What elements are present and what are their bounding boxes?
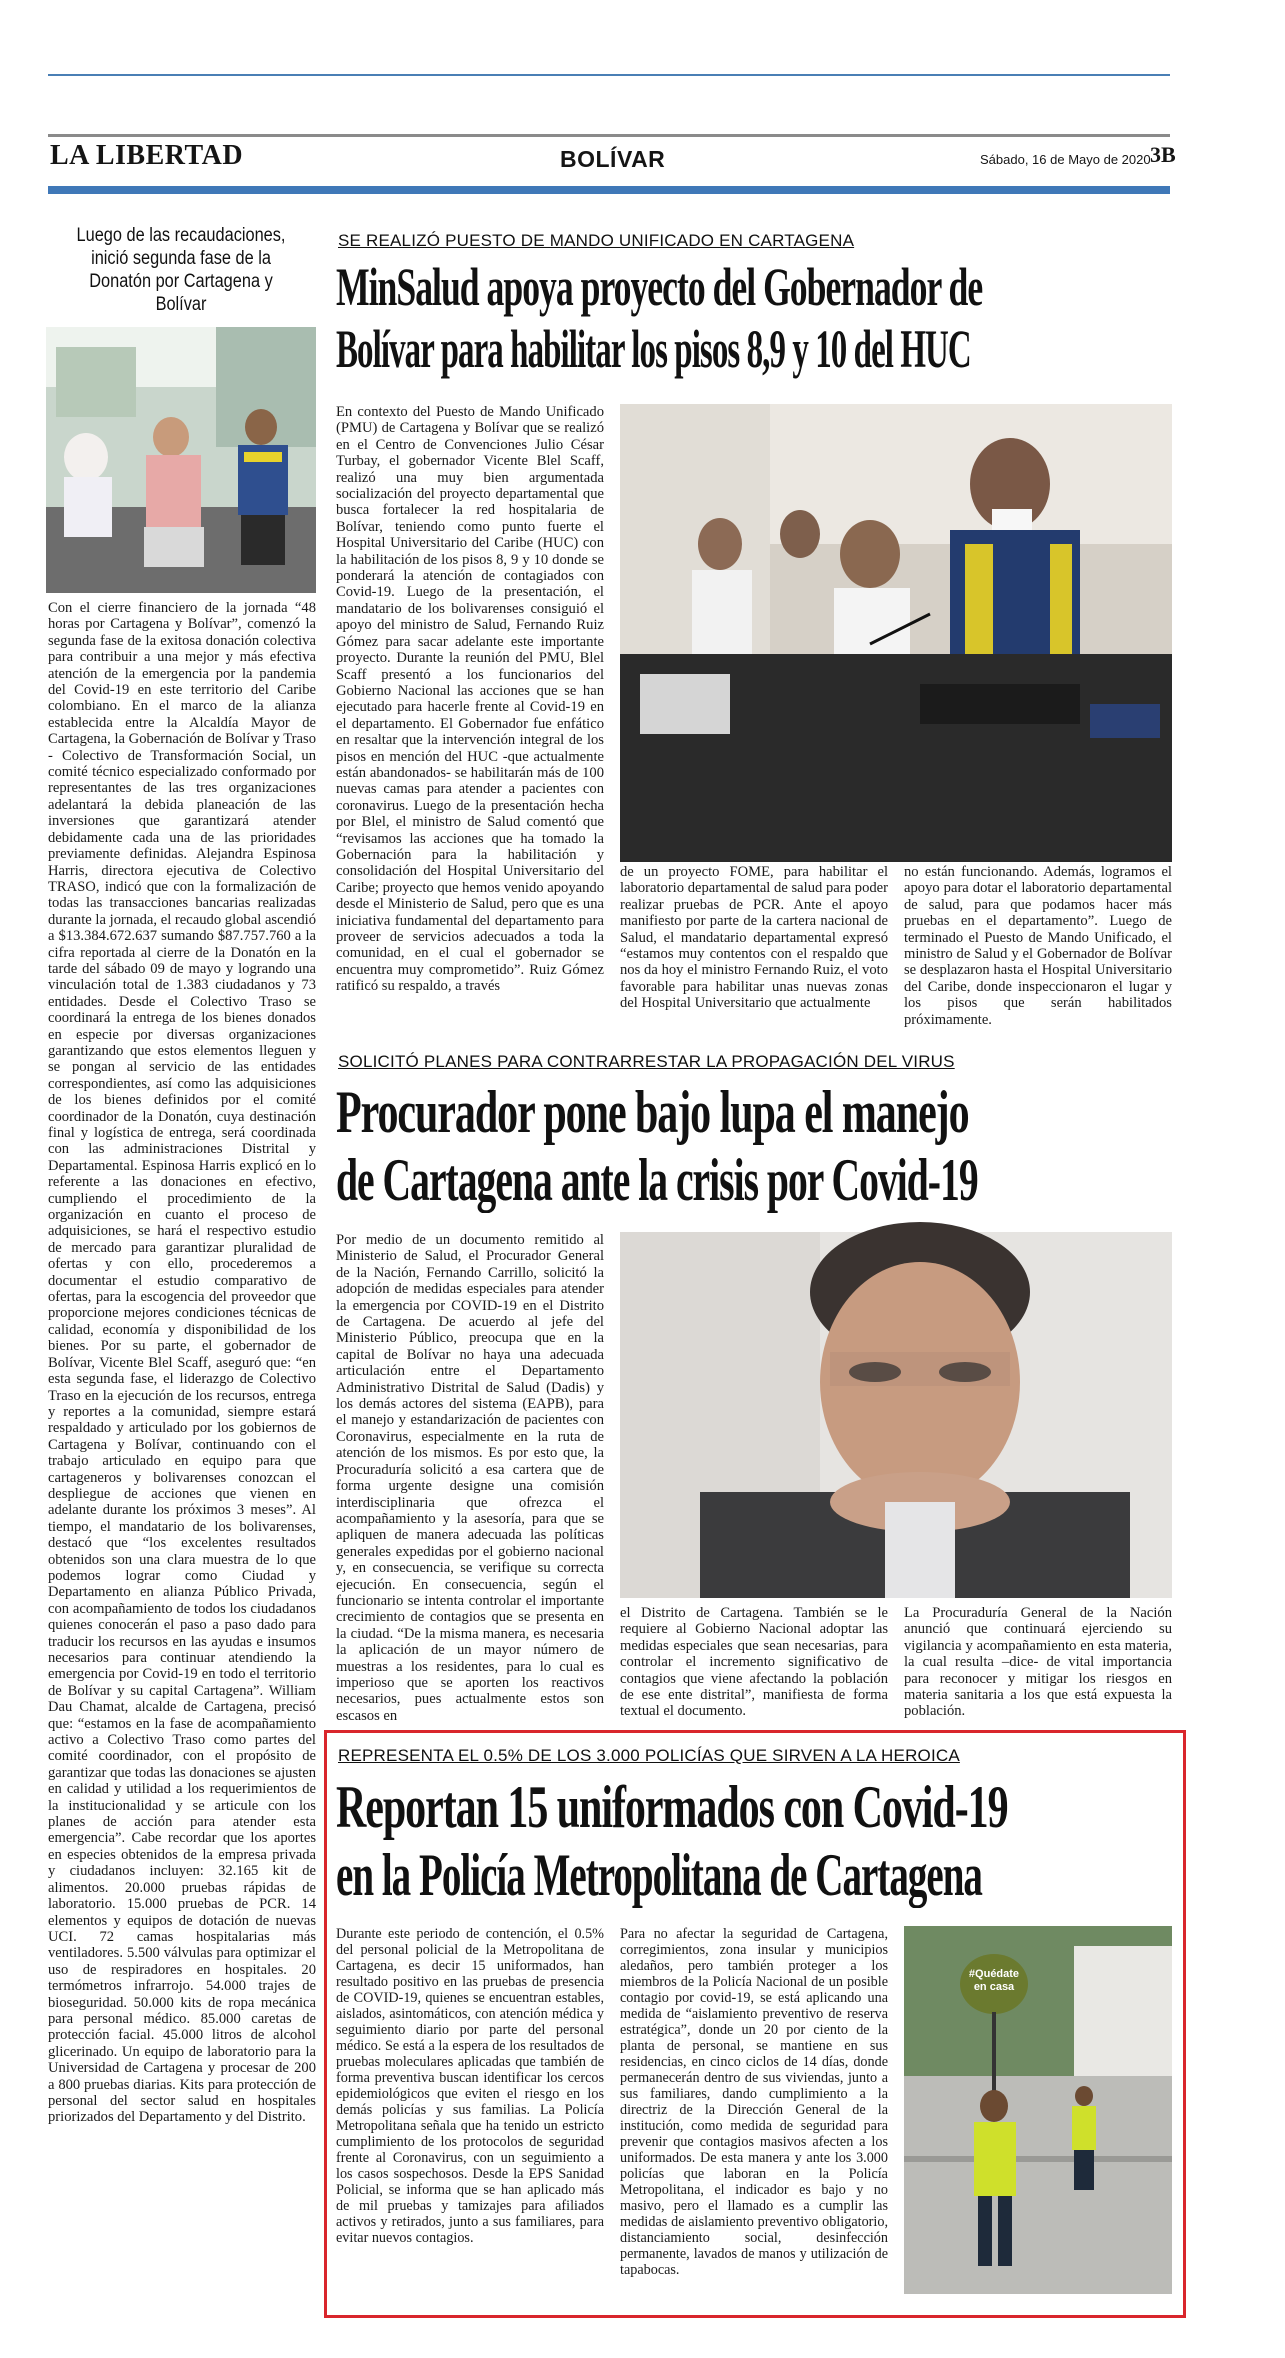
- section-title: BOLÍVAR: [560, 146, 666, 172]
- article3-headline-line1: Reportan 15 uniformados con Covid-19: [336, 1774, 1008, 1840]
- page-number: 3B: [1150, 142, 1176, 167]
- issue-date: Sábado, 16 de Mayo de 2020: [980, 152, 1151, 167]
- article1-col2: de un proyecto FOME, para habilitar el laboratorio departamental de salud para poder realizar pruebas de PCR. Ante el apoyo manifiesto por parte de la cartera nacional de Salud, el mandatario departamental expresó “estamos muy contentos con el respaldo que nos da hoy el ministro Fernando Ruiz, el voto favorable para habilitar unas nuevas zonas del Hospital Universitario que actualmente: [620, 864, 888, 1012]
- procurador-portrait-photo: [620, 1232, 1172, 1598]
- sidebar-headline-text: Luego de las recaudaciones, inició segunda fase de la Donatón por Cartagena y Bolívar: [76, 225, 286, 315]
- masthead: LA LIBERTAD: [50, 140, 244, 171]
- article1-kicker: SE REALIZÓ PUESTO DE MANDO UNIFICADO EN CARTAGENA: [338, 231, 855, 250]
- article3-col1: Durante este periodo de contención, el 0.5% del personal policial de la Metropolitana de Cartagena, es decir 15 uniformados, han resultado positivo en las pruebas de presencia de COVID-19, quienes se encuentran estables, aislados, asintomáticos, con atención médica y seguimiento diario por parte del personal médico. Se está a la espera de los resultados de pruebas moleculares aplicadas que también de forma preventiva buscan identificar los cercos epidemiológicos que eviten el riesgo en los demás policías y sus familias. La Policía Metropolitana señala que ha tenido un estricto cumplimiento de los protocolos de seguridad frente al Coronavirus, con un seguimiento a los casos sospechosos. Desde la EPS Sanidad Policial, se informa que se han aplicado más de mil pruebas y tamizajes para afiliados activos y retirados, junto a sus familiares, para evitar nuevos contagios.: [336, 1926, 604, 2246]
- article2-headline-line2: de Cartagena ante la crisis por Covid-19: [336, 1147, 978, 1213]
- article2-col2: el Distrito de Cartagena. También se le requiere al Gobierno Nacional adoptar las medidas especiales que sean necesarias, para controlar el incremento significativo de contagios que viene afectando la población de ese ente distrital”, manifiesta de forma textual el documento.: [620, 1605, 888, 1720]
- article1-col3: no están funcionando. Además, logramos el apoyo para dotar el laboratorio departamental de salud, para que podamos hacer más pruebas en el departamento”. Luego de terminado el Puesto de Mando Unificado, el ministro de Salud y el Gobernador de Bolívar se desplazaron hasta el Hospital Universitario del Caribe, donde inspeccionaron el lugar y los pisos que serán habilitados próximamente.: [904, 864, 1172, 1028]
- sidebar-headline: [67, 224, 296, 316]
- article2-kicker: SOLICITÓ PLANES PARA CONTRARRESTAR LA PROPAGACIÓN DEL VIRUS: [338, 1052, 955, 1071]
- quedate-en-casa-sign: #Quédate en casa: [968, 1968, 1020, 1993]
- header-blue-band: [48, 186, 1170, 194]
- article1-headline-line2: Bolívar para habilitar los pisos 8,9 y 10 del HUC: [336, 319, 971, 379]
- police-patrol-photo: [904, 1926, 1172, 2294]
- header-top-rule: [48, 134, 1170, 137]
- article3-kicker: REPRESENTA EL 0.5% DE LOS 3.000 POLICÍAS QUE SIRVEN A LA HEROICA: [338, 1746, 960, 1765]
- donaton-photo: [46, 327, 316, 593]
- sidebar-body: Con el cierre financiero de la jornada “48 horas por Cartagena y Bolívar”, comenzó la segunda fase de la exitosa donación colectiva para contribuir a una mejor y más efectiva atención de la emergencia por la pandemia del Covid-19 en este territorio del Caribe colombiano. En el marco de la alianza establecida entre la Alcaldía Mayor de Cartagena, la Gobernación de Bolívar y Traso - Colectivo de Transformación Social, un comité técnico especializado conformado por representantes de las tres organizaciones adelantará la debida planeación de las inversiones que garantizará atender debidamente cada una de las prioridades previamente definidas. Alejandra Espinosa Harris, directora ejecutiva de Colectivo TRASO, indicó que con la formalización de todas las transacciones bancarias realizadas durante la jornada, el recaudo global ascendió a $13.384.672.637 sumando $87.757.760 a la cifra reportada al cierre de la Donatón en la tarde del sábado 09 de mayo y logrando una vinculación total de 1.383 ciudadanos y 73 entidades. Desde el Colectivo Traso se coordinará la entrega de los bienes donados en especie por diversas organizaciones garantizando que estos elementos lleguen y se pongan al servicio de las entidades correspondientes, así como las adquisiciones de los bienes definidos por el comité coordinador de la Donatón, cuya destinación final y logística de entrega, será coordinada con las administraciones Distrital y Departamental. Espinosa Harris explicó en lo referente a las donaciones en efectivo, cumpliendo el procedimiento de la organización en cuanto el proceso de adquisiciones, se hará el respectivo estudio de mercado para garantizar pluralidad de ofertas y con ello, procederemos a documentar el estudio comparativo de ofertas, para la escogencia del proveedor que proporcione mejores condiciones técnicas de calidad, economía y disponibilidad de los bienes. Por su parte, el gobernador de Bolívar, Vicente Blel Scaff, aseguró que: “en esta segunda fase, el liderazgo de Colectivo Traso en la ejecución de los recursos, entrega y reportes a la comunidad, siempre estará respaldado y articulado por los gobiernos de Cartagena y Bolívar, continuando con el trabajo articulado en equipo para que cartageneros y bolivarenses conozcan el despliegue de acciones que vienen en adelante durante los próximos 3 meses”. Al tiempo, el mandatario de los bolivarenses, destacó que “los excelentes resultados obtenidos son una clara muestra de lo que podemos lograr como Ciudad y Departamento en alianza Público Privada, con acompañamiento de todos los ciudadanos quienes conocerán el paso a paso dado para traducir los recursos en las ayudas e insumos necesarios para continuar atendiendo la emergencia por Covid-19 en todo el territorio de Bolívar y su capital Cartagena”. William Dau Chamat, alcalde de Cartagena, precisó que: “estamos en la fase de acompañamiento activo a Colectivo Traso como partes del comité coordinador, con el propósito de garantizar que todas las donaciones se ajusten en calidad y utilidad a los requerimientos de la institucionalidad y se articule con los planes de acción para atender esta emergencia”. Cabe recordar que los aportes en especies obtenidos de la empresa privada y ciudadanos incluyen: 32.165 kit de alimentos. 20.000 pruebas rápidas de laboratorio. 15.000 pruebas de PCR. 14 elementos y equipos de dotación de nuevas UCI. 72 camas hospitalarias más ventiladores. 5.500 válvulas para optimizar el uso de respiradores en hospitales. 20 termómetros infrarrojo. 54.000 trajes de bioseguridad. 50.000 kits de ropa mecánica para personal médico. 85.000 caretas de protección facial. 45.000 litros de alcohol glicerinado. Un equipo de laboratorio para la Universidad de Cartagena y procesar de 200 a 800 pruebas diarias. Kits para protección de personal del sector salud en hospitales priorizados del Departamento y del Distrito.: [48, 600, 316, 2126]
- article3-col2: Para no afectar la seguridad de Cartagena, corregimientos, zona insular y municipios aledaños, pero también proteger a los miembros de la Policía Nacional de un posible contagio por covid-19, se está aplicando una medida de “aislamiento preventivo de reserva estratégica”, donde un 20 por ciento de la planta de personal, se mantiene en sus residencias, en cinco ciclos de 14 días, donde permanecerán dentro de sus viviendas, junto a sus familiares, dando cumplimiento a la directriz de la Dirección General de la institución, como medida de seguridad para prevenir que contagios masivos afecten a los uniformados. De esta manera y ante los 3.000 policías que laboran en la Policía Metropolitana, el indicador es bajo y no masivo, pero el llamado es a cumplir las medidas de aislamiento preventivo obligatorio, distanciamiento social, desinfección permanente, lavados de manos y utilización de tapabocas.: [620, 1926, 888, 2278]
- top-blue-rule: [48, 74, 1170, 76]
- article1-headline-line1: MinSalud apoya proyecto del Gobernador de: [336, 257, 983, 317]
- article2-headline-line1: Procurador pone bajo lupa el manejo: [336, 1079, 969, 1145]
- article2-col1: Por medio de un documento remitido al Ministerio de Salud, el Procurador General de la Nación, Fernando Carrillo, solicitó la adopción de medidas especiales para atender la emergencia por COVID-19 en el Distrito de Cartagena. De acuerdo al jefe del Ministerio Público, preocupa que en la capital de Bolívar no haya una adecuada articulación entre el Departamento Administrativo Distrital de Salud (Dadis) y los demás actores del sistema (EAPB), para el manejo y estandarización de pacientes con Coronavirus, especialmente en la ruta de atención de los mismos. Es por esto que, la Procuraduría solicitó a esa cartera que de forma urgente designe una comisión interdisciplinaria que ofrezca el acompañamiento y la asesoría, para que se apliquen de manera adecuada las políticas generales expedidas por el gobierno nacional y, en consecuencia, se verifique su correcta ejecución. En consecuencia, según el funcionario se intenta controlar el importante crecimiento de contagios que se presenta en la ciudad. “De la misma manera, es necesaria la aplicación de un mayor número de muestras a los residentes, para lo cual es imperioso que se aporten los reactivos necesarios, pues actualmente estos son escasos en: [336, 1232, 604, 1724]
- article3-headline-line2: en la Policía Metropolitana de Cartagena: [336, 1842, 982, 1908]
- minsalud-meeting-photo: [620, 404, 1172, 862]
- article1-col1: En contexto del Puesto de Mando Unificado (PMU) de Cartagena y Bolívar que se realizó en el Centro de Convenciones Julio César Turbay, el gobernador Vicente Blel Scaff, realizó una muy bien argumentada socialización del proyecto departamental que busca fortalecer la red hospitalaria de Bolívar, teniendo como punto fuerte el Hospital Universitario del Caribe (HUC) con la habilitación de los pisos 8, 9 y 10 donde se ponderará la atención de contagiados con Covid-19. Luego de la presentación, el mandatario de los bolivarenses consiguió el apoyo del ministro de Salud, Fernando Ruiz Gómez para sacar adelante este importante proyecto. Durante la reunión del PMU, Blel Scaff presentó a los funcionarios del Gobierno Nacional las acciones que se han ejecutado para hacerle frente al Covid-19 en el departamento. El Gobernador fue enfático en resaltar que la intervención integral de los pisos en mención del HUC -que actualmente están abandonados- se habilitarán más de 100 nuevas camas para atender a pacientes con coronavirus. Luego de la presentación hecha por Blel, el ministro de Salud comentó que “revisamos las acciones que ha tomado la Gobernación para la habilitación y consolidación del Hospital Universitario del Caribe; proyecto que hemos venido apoyando desde el Ministerio de Salud, pero que es una iniciativa fundamental del departamento para proveer de servicios adecuados a toda la comunidad, en el cual el gobernador se encuentra muy comprometido”. Ruiz Gómez ratificó su respaldo, a través: [336, 404, 604, 995]
- article2-col3: La Procuraduría General de la Nación anunció que continuará ejerciendo su vigilancia y acompañamiento en esta materia, la cual resulta –dice- de vital importancia para reconocer y mitigar los riesgos en materia sanitaria a los que está expuesta la población.: [904, 1605, 1172, 1720]
